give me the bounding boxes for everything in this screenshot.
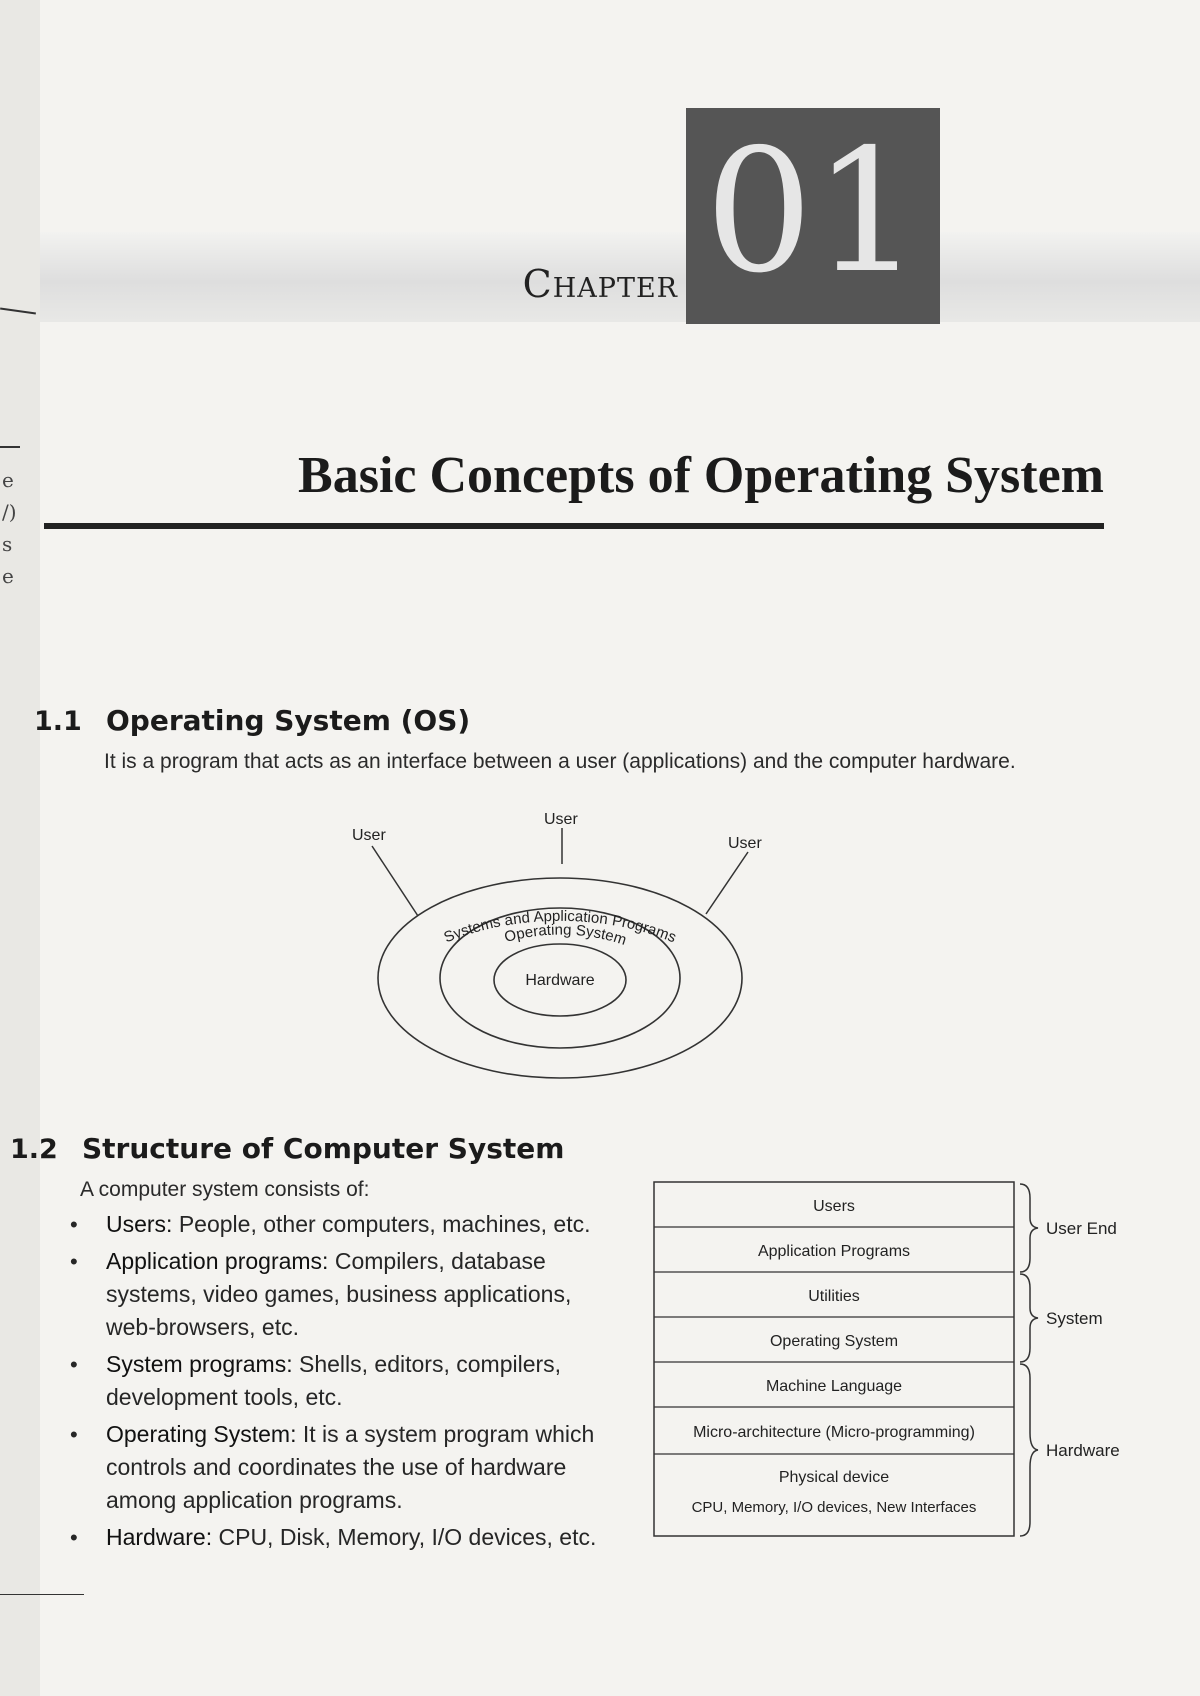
bullet-dot: • bbox=[70, 1212, 78, 1237]
user-label: User bbox=[728, 835, 762, 852]
user-label: User bbox=[544, 811, 578, 828]
bullet-dot: • bbox=[70, 1352, 78, 1377]
list-item-term: Operating System: bbox=[106, 1421, 297, 1447]
user-connector bbox=[372, 846, 418, 916]
chapter-number-box bbox=[686, 108, 940, 324]
list-item-text: Compilers, database systems, video games, business applications, web-browsers, etc. bbox=[106, 1248, 572, 1340]
bullet-dot: • bbox=[70, 1525, 78, 1550]
section-1-intro: It is a program that acts as an interface between a user (applications) and the computer hardware. bbox=[104, 750, 1016, 773]
section-1-number: 1.1 bbox=[34, 706, 82, 737]
list-item-term: System programs: bbox=[106, 1351, 293, 1377]
page-title: Basic Concepts of Operating System bbox=[298, 447, 1104, 504]
layer-physical-device-detail: CPU, Memory, I/O devices, New Interfaces bbox=[691, 1499, 977, 1516]
margin-mark bbox=[0, 1594, 84, 1595]
middle-ring-label: Operating System bbox=[502, 921, 629, 949]
list-item-text: People, other computers, machines, etc. bbox=[178, 1211, 591, 1237]
os-layer-diagram bbox=[350, 800, 790, 1090]
list-item-text: CPU, Disk, Memory, I/O devices, etc. bbox=[218, 1524, 597, 1550]
layer-physical-device: Physical device bbox=[778, 1469, 890, 1486]
group-label-hardware: Hardware bbox=[1046, 1441, 1120, 1460]
group-brace-system bbox=[1020, 1274, 1038, 1362]
list-item bbox=[58, 1348, 618, 1414]
group-label-user-end: User End bbox=[1046, 1219, 1117, 1238]
list-item-term: Hardware: bbox=[106, 1524, 213, 1550]
chapter-label: Chapter bbox=[522, 262, 678, 306]
layer-machine-language: Machine Language bbox=[765, 1378, 903, 1395]
section-2-title: Structure of Computer System bbox=[82, 1132, 565, 1165]
margin-fragment: s bbox=[2, 532, 13, 556]
previous-page-margin bbox=[0, 0, 40, 1696]
list-item bbox=[58, 1245, 618, 1344]
bullet-dot: • bbox=[70, 1249, 78, 1274]
list-item bbox=[58, 1418, 618, 1517]
component-list bbox=[58, 1208, 618, 1558]
group-brace-hardware bbox=[1020, 1364, 1038, 1536]
outer-ring-label: Systems and Application Programs bbox=[441, 907, 679, 947]
chapter-number: 01 bbox=[704, 113, 922, 311]
layer-application-programs: Application Programs bbox=[757, 1243, 911, 1260]
margin-fragment: e bbox=[2, 564, 14, 588]
list-item bbox=[58, 1521, 618, 1554]
inner-ring-label: Hardware bbox=[525, 972, 595, 989]
user-label: User bbox=[352, 827, 386, 844]
layer-utilities: Utilities bbox=[808, 1288, 860, 1305]
layer-users: Users bbox=[813, 1198, 855, 1215]
computer-system-layers bbox=[650, 1178, 1130, 1548]
section-1-title: Operating System (OS) bbox=[106, 704, 471, 737]
layer-operating-system: Operating System bbox=[769, 1333, 899, 1350]
user-connector bbox=[706, 852, 748, 914]
section-2-number: 1.2 bbox=[10, 1134, 58, 1165]
list-item-text: It is a system program which controls and coordinates the use of hardware among application programs. bbox=[106, 1421, 595, 1513]
list-item bbox=[58, 1208, 618, 1241]
list-item-term: Application programs: bbox=[106, 1248, 329, 1274]
margin-fragment: e bbox=[2, 468, 14, 492]
section-2-intro: A computer system consists of: bbox=[80, 1178, 370, 1201]
group-label-system: System bbox=[1046, 1309, 1103, 1328]
group-brace-user-end bbox=[1020, 1184, 1038, 1272]
bullet-dot: • bbox=[70, 1422, 78, 1447]
list-item-text: Shells, editors, compilers, development tools, etc. bbox=[106, 1351, 562, 1410]
layer-micro-architecture: Micro-architecture (Micro-programming) bbox=[693, 1424, 975, 1441]
margin-fragment: /) bbox=[2, 500, 17, 524]
list-item-term: Users: bbox=[106, 1211, 173, 1237]
title-rule bbox=[44, 523, 1104, 529]
margin-mark bbox=[0, 446, 20, 448]
